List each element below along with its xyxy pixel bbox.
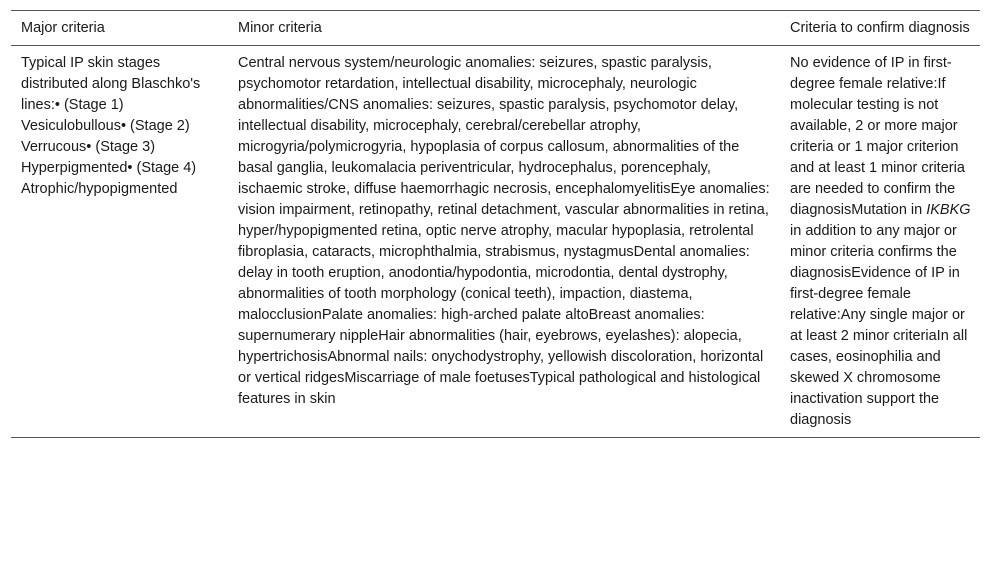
header-minor-criteria: Minor criteria — [238, 20, 322, 36]
cell-confirm-criteria — [780, 46, 980, 438]
confirm-text-part1: No evidence of IP in first-degree female relative:If molecular testing is not available, 2 or more major criteria or 1 major criterion and at least 1 minor criteria are needed to confirm the diagnosisMutation in — [790, 55, 965, 218]
criteria-table — [11, 10, 980, 438]
cell-minor-criteria: Central nervous system/neurologic anomalies: seizures, spastic paralysis, psychomotor retardation, intellectual disability, microcephaly, neurologic abnormalities/CNS anomalies: seizures, spastic paralysis, psychomotor delay, intellectual disability, microcephaly, cerebral/cerebellar atrophy, microgyria/polymicrogyria, hypoplasia of corpus callosum, abnormalities of the basal ganglia, leukomalacia periventricular, hydrocephalus, porencephaly, ischaemic stroke, diffuse haemorrhagic necrosis, encephalomyelitisEye anomalies: vision impairment, retinopathy, retinal detachment, vascular abnormalities in retina, hyper/hypopigmented retina, optic nerve atrophy, macular hypoplasia, retrolental fibroplasia, cataracts, microphthalmia, strabismus, nystagmusDental anomalies: delay in tooth eruption, anodontia/hypodontia, microdontia, dental dystrophy, abnormalities of tooth morphology (conical teeth), impaction, diastema, malocclusionPalate anomalies: high-arched palate altoBreast anomalies: supernumerary nippleHair abnormalities (hair, eyebrows, eyelashes): alopecia, hypertrichosisAbnormal nails: onychodystrophy, yellowish discoloration, horizontal or vertical ridgesMiscarriage of male foetusesTypical pathological and histological features in skin — [238, 55, 770, 407]
header-major-criteria: Major criteria — [21, 20, 105, 36]
criteria-table-container — [11, 10, 980, 438]
table-row — [11, 46, 980, 438]
gene-name-ikbkg: IKBKG — [926, 202, 971, 218]
table-header-row — [11, 11, 980, 46]
header-confirm-criteria: Criteria to confirm diagnosis — [790, 20, 970, 36]
cell-major-criteria: Typical IP skin stages distributed along Blaschko's lines:• (Stage 1) Vesiculobullous• (Stage 2) Verrucous• (Stage 3) Hyperpigmented• (Stage 4) Atrophic/hypopigmented — [21, 55, 201, 197]
confirm-text-part2: in addition to any major or minor criteria confirms the diagnosisEvidence of IP in first-degree female relative:Any single major or at least 2 minor criteriaIn all cases, eosinophilia and skewed X chromosome inactivation support the diagnosis — [790, 223, 968, 428]
